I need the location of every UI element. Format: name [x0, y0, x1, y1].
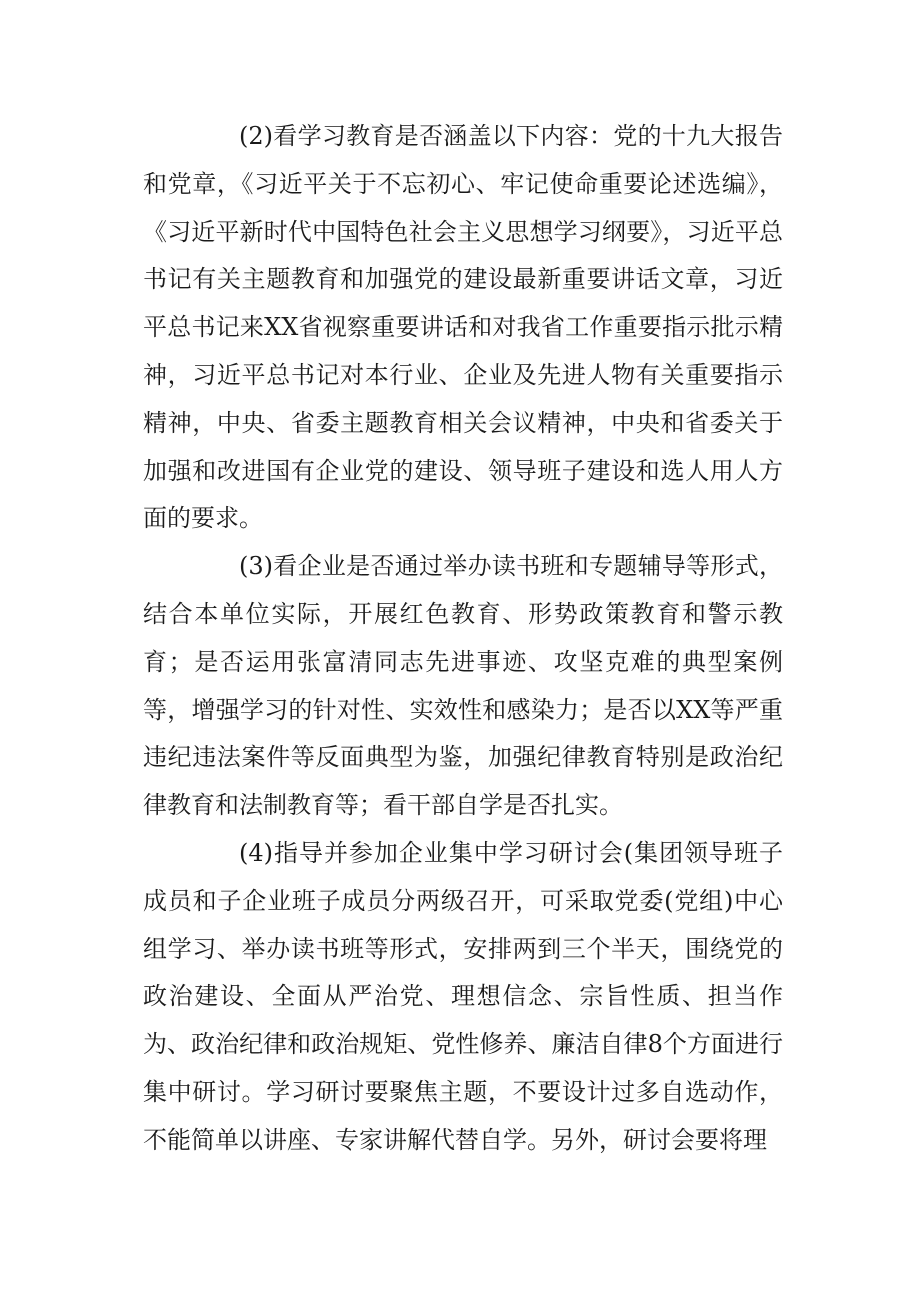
paragraph-3: (3)看企业是否通过举办读书班和专题辅导等形式，结合本单位实际，开展红色教育、形势政策教育和警示教育；是否运用张富清同志先进事迹、攻坚克难的典型案例等，增强学习的针对性、实效性和感染力；是否以XX等严重违纪违法案件等反面典型为鉴，加强纪律教育特别是政治纪律教育和法制教育等；看干部自学是否扎实。 [143, 552, 783, 820]
document-body [143, 113, 783, 1165]
paragraph-2: (2)看学习教育是否涵盖以下内容：党的十九大报告和党章，《习近平关于不忘初心、牢记使命重要论述选编》，《习近平新时代中国特色社会主义思想学习纲要》，习近平总书记有关主题教育和加强党的建设最新重要讲话文章，习近平总书记来XX省视察重要讲话和对我省工作重要指示批示精神，习近平总书记对本行业、企业及先进人物有关重要指示精神，中央、省委主题教育相关会议精神，中央和省委关于加强和改进国有企业党的建设、领导班子建设和选人用人方面的要求。 [143, 122, 783, 533]
paragraph-4: (4)指导并参加企业集中学习研讨会(集团领导班子成员和子企业班子成员分两级召开，可采取党委(党组)中心组学习、举办读书班等形式，安排两到三个半天，围绕党的政治建设、全面从严治党、理想信念、宗旨性质、担当作为、政治纪律和政治规矩、党性修养、廉洁自律8个方面进行集中研讨。学习研讨要聚焦主题，不要设计过多自选动作，不能简单以讲座、专家讲解代替自学。另外，研讨会要将理 [143, 838, 783, 1154]
